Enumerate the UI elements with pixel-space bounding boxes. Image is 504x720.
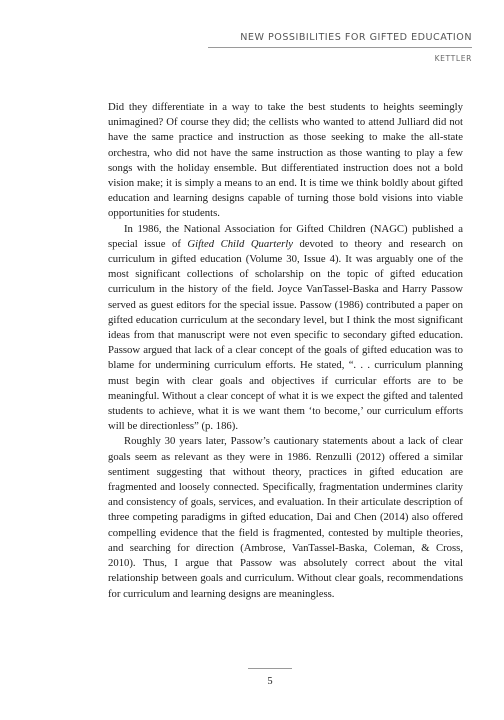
footer-rule [248, 668, 292, 669]
paragraph: Roughly 30 years later, Passow’s cautionary statements about a lack of clear goals seem as relevant as they were in 1986. Renzulli (2012) offered a similar sentiment suggesting that without theory, practices in gifted education are fragmented and loosely connected. Specifically, fragmentation undermines clarity and consistency of goals, services, and evaluation. In their articulate description of three competing paradigms in gifted education, Dai and Chen (2014) also offered compelling evidence that the field is fragmented, contested by multiple theories, and searching for direction (Ambrose, VanTassel-Baska, Coleman, & Cross, 2010). Thus, I argue that Passow was absolutely correct about the vital relationship between goals and curriculum. Without clear goals, recommendations for curriculum and learning designs are meaningless. [108, 435, 463, 600]
journal-title: Gifted Child Quarterly [187, 237, 293, 250]
paragraph-text: In 1986, the National Association for Gifted Children (NAGC) published a special issue of [108, 222, 463, 250]
running-head [208, 32, 472, 63]
paragraph [108, 222, 463, 435]
paragraph: Did they differentiate in a way to take the best students to heights seemingly unimagined? Of course they did; the cellists who wanted to attend Julliard did not have the same practice and instruction as those seeking to make the all-state orchestra, who did not have the same instruction as those wanting to play a few songs with the holiday ensemble. But differentiated instruction does not a bold vision make; it is simply a means to an end. It is time we think boldly about gifted education and learning designs capable of turning those bold visions into viable opportunities for students. [108, 101, 463, 220]
body-text [108, 100, 463, 602]
paragraph-text: devoted to theory and research on curriculum in gifted education (Volume 30, Issue 4). It was arguably one of the most significant collections of scholarship on the topic of gifted education curriculum in the history of the field. Joyce VanTassel-Baska and Harry Passow served as guest editors for the special issue. Passow (1986) contributed a paper on gifted education curriculum at the secondary level, but I think the most significant ideas from that manuscript were not even specific to secondary gifted education. Passow argued that lack of a clear concept of the goals of gifted education was to blame for undermining curriculum efforts. He stated, “. . . curriculum planning must begin with clear goals and objectives if curricular efforts are to be meaningful. Without a clear concept of what it is we expect the gifted and talented students to achieve, what it is we want them ‘to become,’ our curriculum efforts will be directionless” (p. 186). [108, 237, 463, 433]
page-number: 5 [267, 676, 273, 687]
running-head-title: NEW POSSIBILITIES FOR GIFTED EDUCATION [208, 32, 472, 48]
running-head-author: KETTLER [434, 54, 472, 63]
